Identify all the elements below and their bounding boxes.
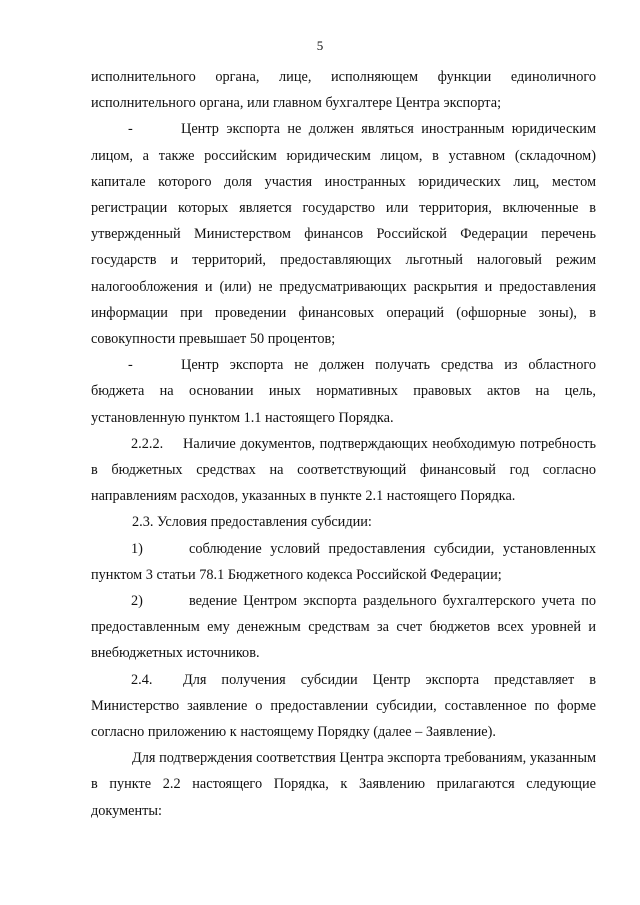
paragraph-continuation (91, 64, 596, 116)
list-item-foreign-entity (91, 116, 596, 352)
document-body (91, 64, 596, 824)
condition-item-1 (91, 536, 596, 588)
paragraph-text: Для подтверждения соответствия Центра экспорта требованиям, указанным в пункте 2.2 настоящего Порядка, к Заявлению прилагаются следующие документы: (91, 750, 596, 819)
paragraph-text: исполнительного органа, лице, исполняющем функции единоличного исполнительного органа, или главном бухгалтере Центра экспорта; (91, 69, 596, 112)
condition-item-2 (91, 588, 596, 667)
list-number-marker: 2) (131, 593, 143, 610)
list-item-text: Центр экспорта не должен являться иностранным юридическим лицом, а также российским юридическим лицом, в уставном (складочном) капитале которого доля участия иностранных юридических лиц, местом регистрации которых является государство или территория, включенные в утвержденный Министерством финансов Российской Федерации перечень государств и территорий, предоставляющих льготный налоговый режим налогообложения и (или) не предусматривающих раскрытия и предоставления информации при проведении финансовых операций (офшорные зоны), в совокупности превышает 50 процентов; (91, 121, 596, 348)
clause-text: 2.3. Условия предоставления субсидии: (132, 514, 372, 531)
list-number-marker: 1) (131, 540, 143, 557)
list-item-text: Центр экспорта не должен получать средства из областного бюджета на основании иных нормативных правовых актов на цель, установленную пунктом 1.1 настоящего Порядка. (91, 357, 596, 426)
list-dash-marker: - (128, 121, 133, 138)
page-number: 5 (316, 38, 324, 53)
list-item-text: ведение Центром экспорта раздельного бухгалтерского учета по предоставленным ему денежным средствам за счет бюджетов всех уровней и внебюджетных источников. (91, 593, 596, 662)
clause-number: 2.2.2. (131, 435, 164, 452)
list-dash-marker: - (128, 357, 133, 374)
clause-text: Наличие документов, подтверждающих необходимую потребность в бюджетных средствах на соответствующий финансовый год согласно направлениям расходов, указанных в пункте 2.1 настоящего Порядка. (91, 435, 596, 505)
list-item-other-funding (91, 352, 596, 431)
clause-2-4 (91, 667, 596, 746)
list-item-text: соблюдение условий предоставления субсидии, установленных пунктом 3 статьи 78.1 Бюджетного кодекса Российской Федерации; (91, 540, 596, 583)
clause-2-3-heading (91, 509, 596, 535)
clause-number: 2.4. (131, 671, 153, 688)
clause-text: Для получения субсидии Центр экспорта представляет в Министерство заявление о предоставлении субсидии, составленное по форме согласно приложению к настоящему Порядку (далее – Заявление). (91, 671, 596, 741)
paragraph-documents-intro (91, 745, 596, 824)
clause-2-2-2 (91, 431, 596, 510)
